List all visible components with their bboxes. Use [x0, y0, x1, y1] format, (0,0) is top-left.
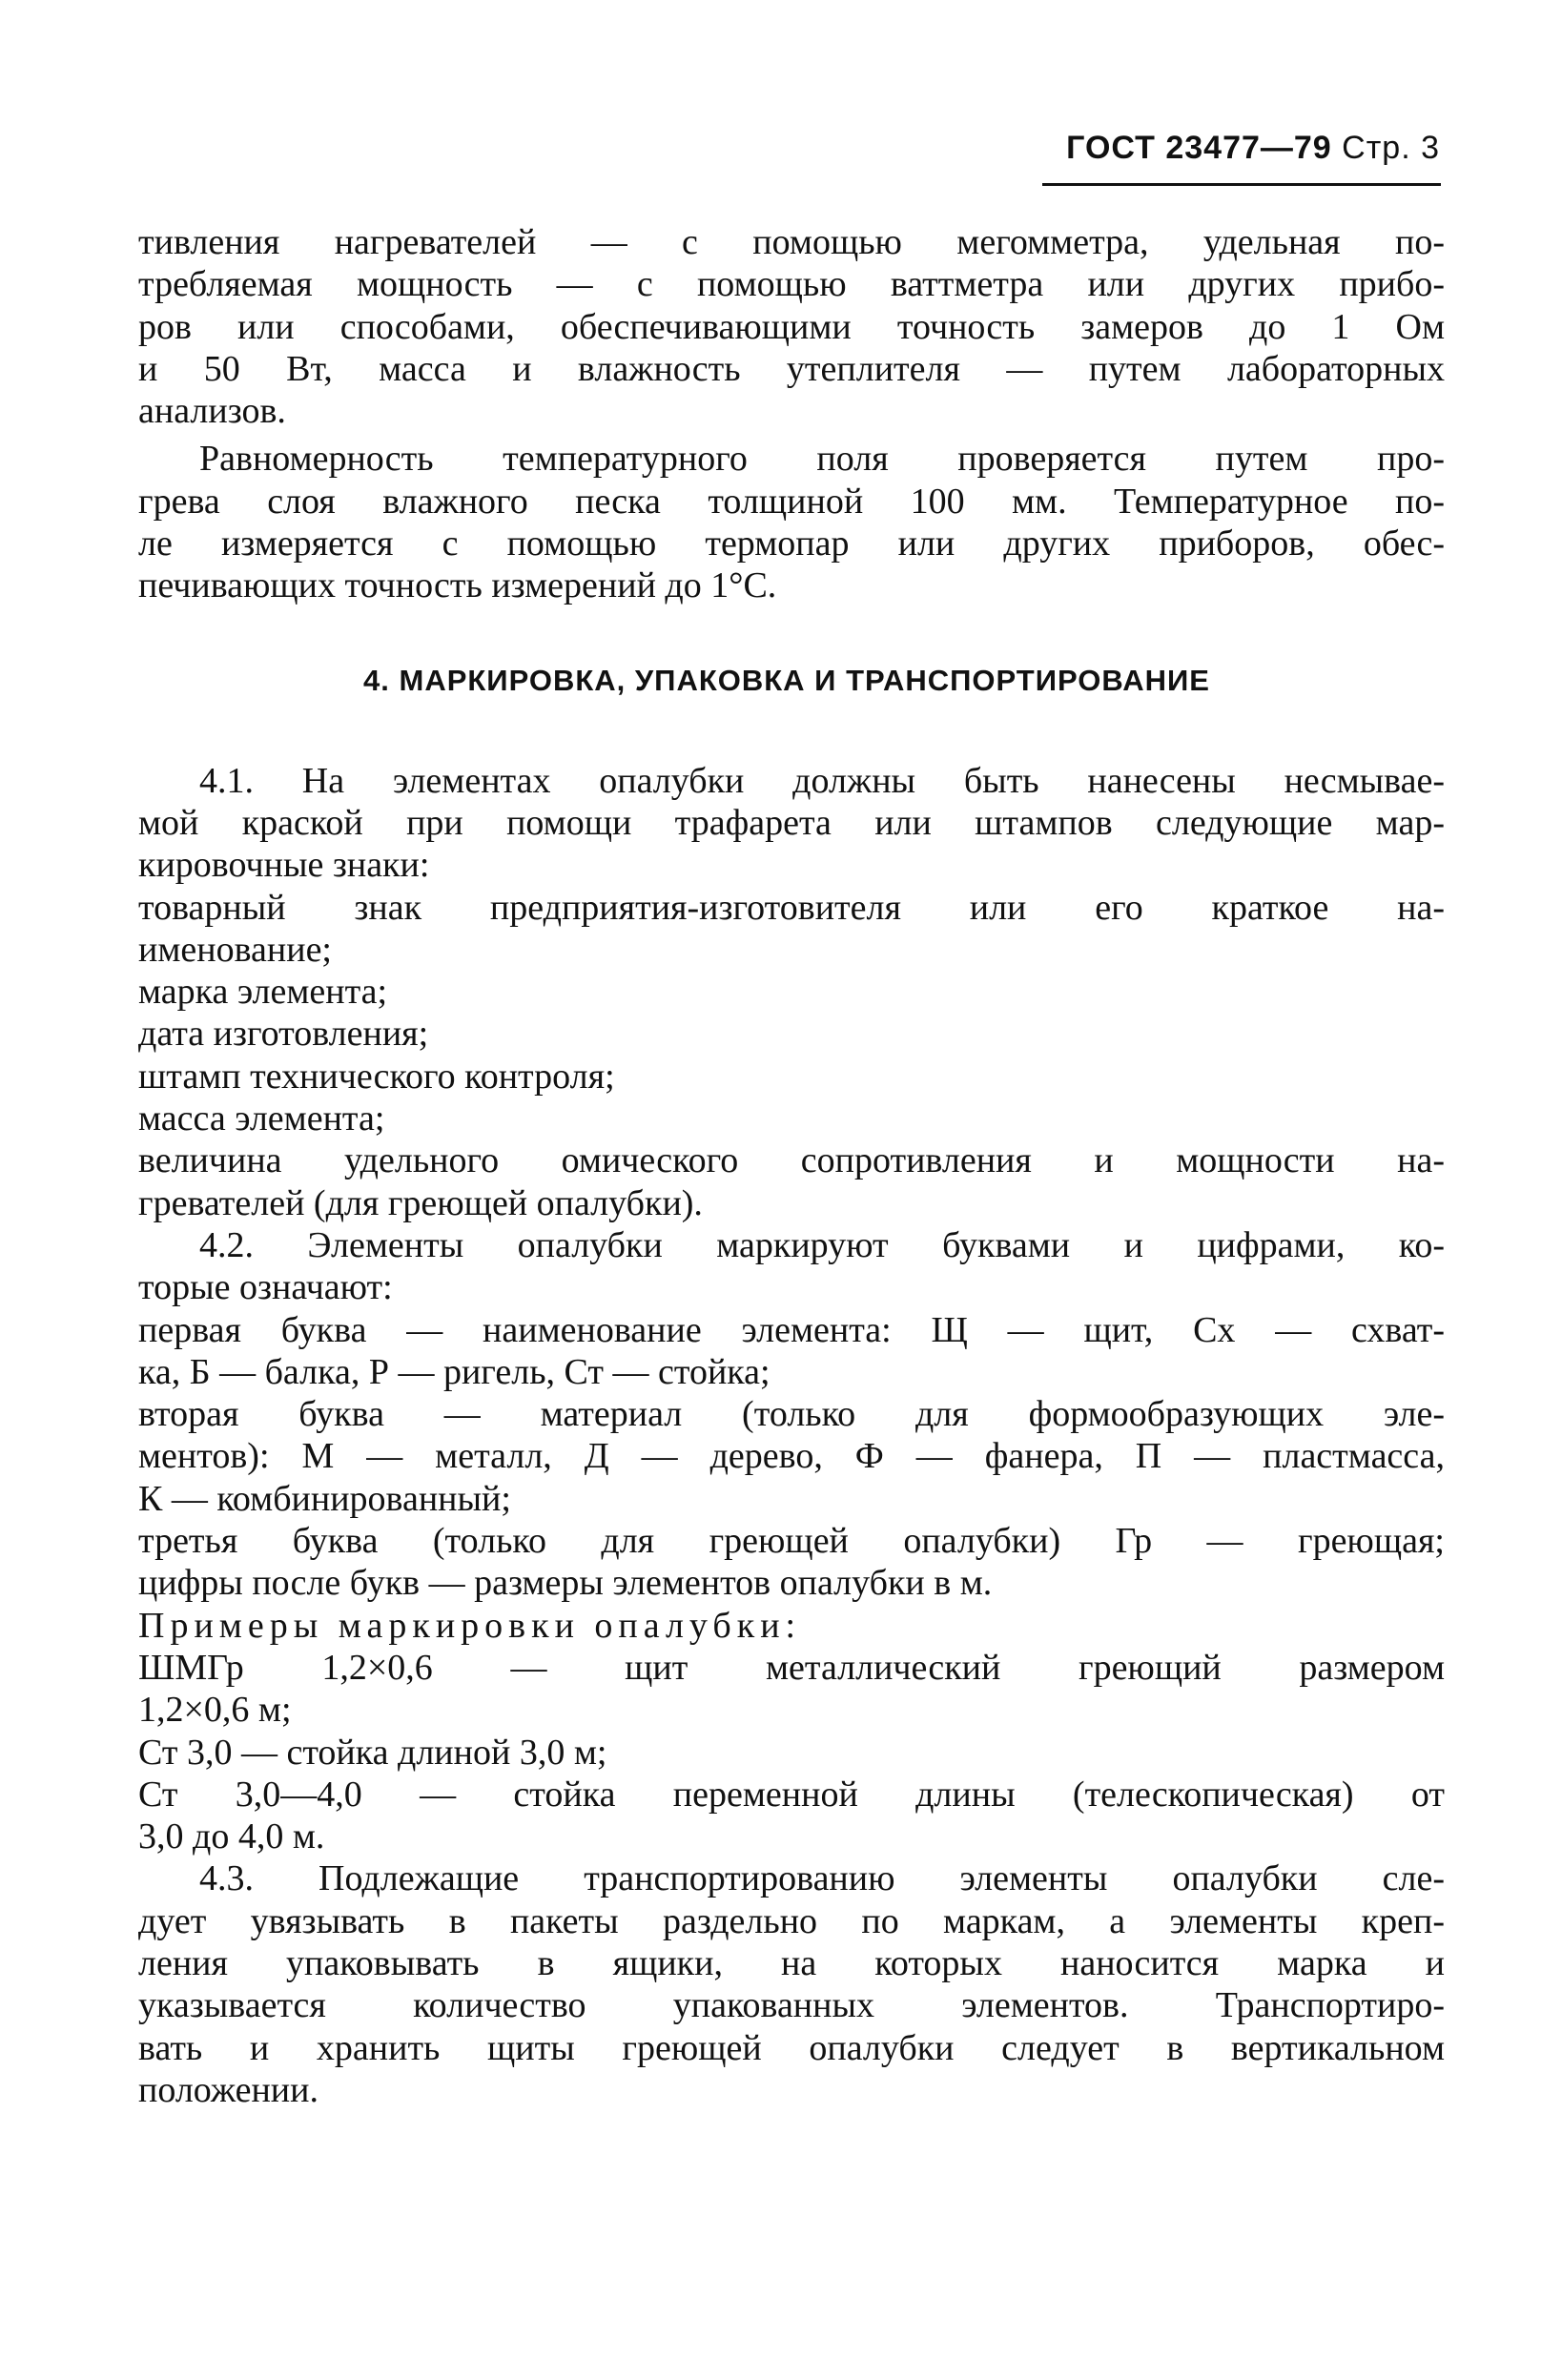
example-line: 1,2×0,6 м; [138, 1690, 292, 1731]
text-line: кировочные знаки: [138, 845, 430, 886]
standard-number: ГОСТ 23477—79 [1066, 130, 1332, 166]
text-line: именование; [138, 929, 332, 970]
text-line: тивления нагревателей — с помощью мегомметра, удельная по- [138, 222, 1445, 262]
text-line: вать и хранить щиты греющей опалубки следует в вертикальном [138, 2027, 1445, 2068]
text-line: требляемая мощность — с помощью ваттметра или других прибо- [138, 264, 1445, 305]
clause-4-1 [138, 760, 1445, 1224]
example-line: 3,0 до 4,0 м. [138, 1816, 325, 1857]
text-line: печивающих точность измерений до 1°С. [138, 565, 777, 606]
page-header [1066, 130, 1440, 167]
text-line: 4.3. Подлежащие транспортированию элементы опалубки сле- [199, 1858, 1445, 1899]
text-line: и 50 Вт, масса и влажность утеплителя — путем лабораторных [138, 348, 1445, 389]
example-line: Ст 3,0 — стойка длиной 3,0 м; [138, 1732, 607, 1773]
list-item: вторая буква — материал (только для формообразующих эле- [138, 1394, 1445, 1435]
list-item: масса элемента; [138, 1098, 385, 1139]
clause-4-2 [138, 1224, 1445, 1857]
document-body [138, 221, 1445, 2111]
text-line: ления упаковывать в ящики, на которых наносится марка и [138, 1942, 1445, 1983]
text-line: ка, Б — балка, Р — ригель, Ст — стойка; [138, 1351, 770, 1392]
text-line: мой краской при помощи трафарета или штампов следующие мар- [138, 802, 1445, 843]
text-line: грева слоя влажного песка толщиной 100 мм. Температурное по- [138, 481, 1445, 522]
example-line: Ст 3,0—4,0 — стойка переменной длины (телескопическая) от [138, 1774, 1445, 1815]
text-line: 4.1. На элементах опалубки должны быть нанесены несмывае- [199, 760, 1445, 801]
text-line: торые означают: [138, 1267, 393, 1308]
list-item: первая буква — наименование элемента: Щ — щит, Сх — схват- [138, 1309, 1445, 1350]
text-line: дует увязывать в пакеты раздельно по маркам, а элементы креп- [138, 1900, 1445, 1941]
section-heading: 4. МАРКИРОВКА, УПАКОВКА И ТРАНСПОРТИРОВАНИЕ [363, 663, 1210, 697]
text-line: указывается количество упакованных элементов. Транспортиро- [138, 1985, 1445, 2026]
text-line: ментов): М — металл, Д — дерево, Ф — фанера, П — пластмасса, [138, 1436, 1445, 1477]
text-line: гревателей (для греющей опалубки). [138, 1182, 703, 1223]
list-item: товарный знак предприятия-изготовителя или его краткое на- [138, 887, 1445, 928]
paragraph-resistance-measurement [138, 221, 1445, 432]
examples-heading: Примеры маркировки опалубки: [138, 1605, 802, 1646]
list-item: третья буква (только для греющей опалубки) Гр — греющая; [138, 1521, 1445, 1562]
text-line: анализов. [138, 391, 286, 432]
page-number: Стр. 3 [1342, 130, 1440, 166]
example-line: ШМГр 1,2×0,6 — щит металлический греющий размером [138, 1647, 1445, 1688]
clause-4-3 [138, 1857, 1445, 2111]
text-line: ров или способами, обеспечивающими точность замеров до 1 Ом [138, 306, 1445, 347]
text-line: 4.2. Элементы опалубки маркируют буквами и цифрами, ко- [199, 1224, 1445, 1265]
list-item: марка элемента; [138, 972, 388, 1013]
text-line: ле измеряется с помощью термопар или других приборов, обес- [138, 523, 1445, 564]
list-item: штамп технического контроля; [138, 1056, 615, 1097]
text-line: Равномерность температурного поля проверяется путем про- [199, 439, 1445, 480]
header-rule [1042, 183, 1441, 186]
paragraph-temperature-field [138, 438, 1445, 606]
text-line: положении. [138, 2069, 318, 2110]
text-line: К — комбинированный; [138, 1478, 511, 1519]
list-item: дата изготовления; [138, 1014, 429, 1055]
list-item: величина удельного омического сопротивления и мощности на- [138, 1140, 1445, 1181]
list-item: цифры после букв — размеры элементов опалубки в м. [138, 1563, 993, 1604]
